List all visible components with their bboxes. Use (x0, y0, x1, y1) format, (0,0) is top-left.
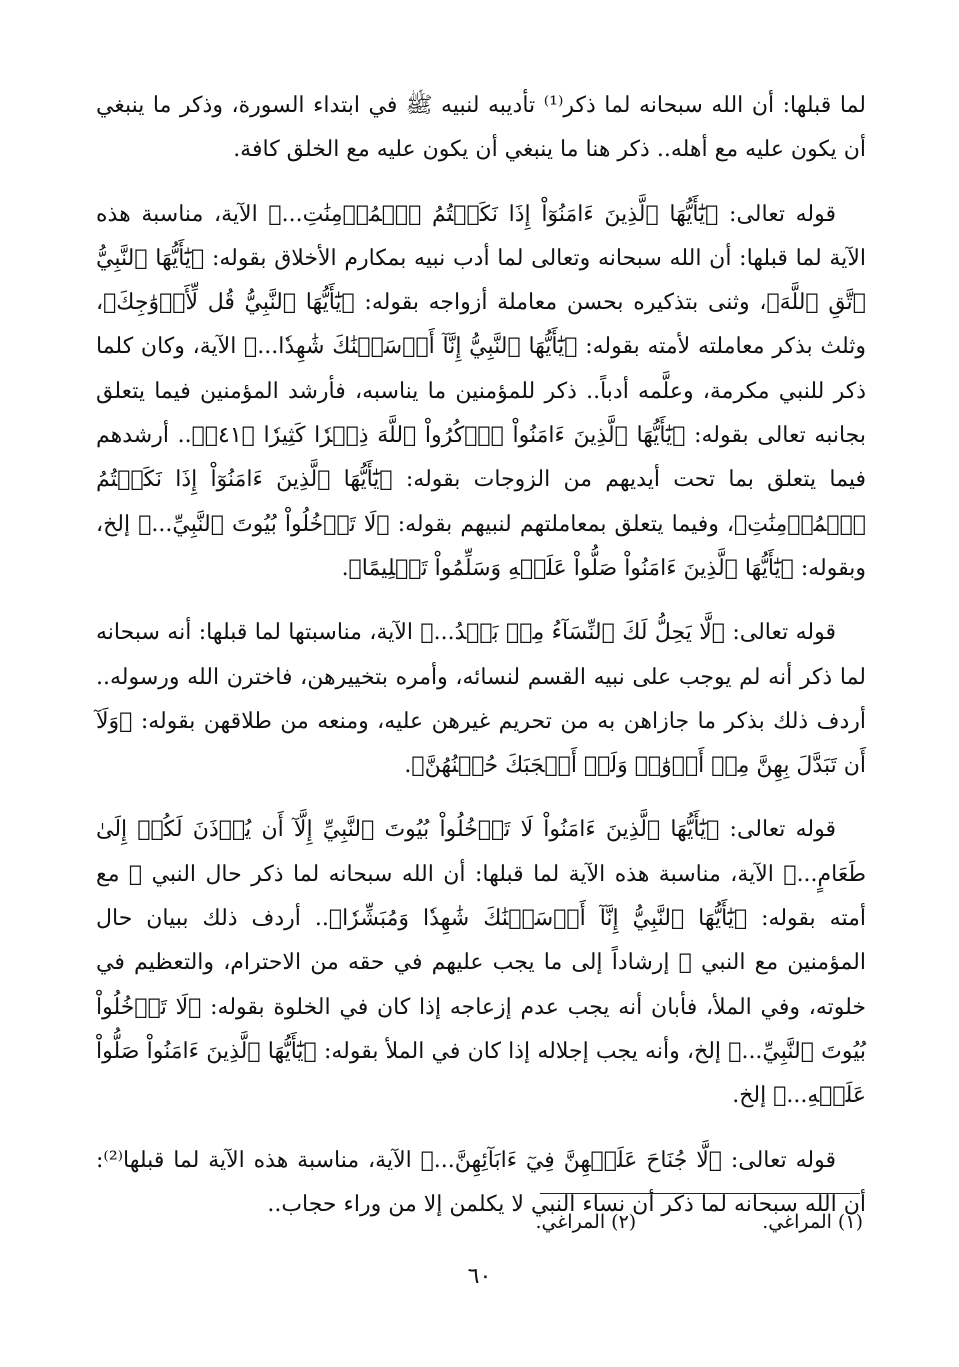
paragraph-5: قوله تعالى: ﴿لَّا جُنَاحَ عَلَيۡهِنَّ فِيٓ ءَابَآئِهِنَّ...﴾ الآية، مناسبة هذه الآية لما قبلها⁽²⁾: أن الله سبحانه لما ذكر أن نساء النبي لا يكلمن إلا من وراء حجاب.. (96, 1147, 866, 1217)
footnote-separator (540, 1193, 860, 1194)
paragraph-4: قوله تعالى: ﴿يَٰٓأَيُّهَا ٱلَّذِينَ ءَامَنُواْ لَا تَدۡخُلُواْ بُيُوتَ ٱلنَّبِيِّ إِلَّآ أَن يُؤۡذَنَ لَكُمۡ إِلَىٰ طَعَامٍ...﴾ الآية، مناسبة هذه الآية لما قبلها: أن الله سبحانه لما ذكر حال النبي ﷺ مع أمته بقوله: ﴿يَٰٓأَيُّهَا ٱلنَّبِيُّ إِنَّآ أَرۡسَلۡنَٰكَ شَٰهِدٗا وَمُبَشِّرٗا﴾.. أردف ذلك ببيان حال المؤمنين مع النبي ﷺ إرشاداً إلى ما يجب عليهم في حقه من الاحترام، والتعظيم في خلوته، وفي الملأ، فأبان أنه يجب عدم إزعاجه إذا كان في الخلوة بقوله: ﴿لَا تَدۡخُلُواْ بُيُوتَ ٱلنَّبِيِّ...﴾ إلخ، وأنه يجب إجلاله إذا كان في الملأ بقوله: ﴿يَٰٓأَيُّهَا ٱلَّذِينَ ءَامَنُواْ صَلُّواْ عَلَيۡهِ...﴾ إلخ. (96, 817, 866, 1109)
body-text (96, 84, 866, 1247)
paragraph-3: قوله تعالى: ﴿لَّا يَحِلُّ لَكَ ٱلنِّسَآءُ مِنۢ بَعۡدُ...﴾ الآية، مناسبتها لما قبلها: أنه سبحانه لما ذكر أنه لم يوجب على نبيه القسم لنسائه، وأمره بتخييرهن، فاخترن الله ورسوله.. أردف ذلك بذكر ما جازاهن به من تحريم غيرهن عليه، ومنعه من طلاقهن بقوله: ﴿وَلَآ أَن تَبَدَّلَ بِهِنَّ مِنۡ أَزۡوَٰجٖ وَلَوۡ أَعۡجَبَكَ حُسۡنُهُنَّ﴾. (96, 620, 866, 779)
paragraph-2: قوله تعالى: ﴿يَٰٓأَيُّهَا ٱلَّذِينَ ءَامَنُوٓاْ إِذَا نَكَحۡتُمُ ٱلۡمُؤۡمِنَٰتِ...﴾ الآية، مناسبة هذه الآية لما قبلها: أن الله سبحانه وتعالى لما أدب نبيه بمكارم الأخلاق بقوله: ﴿يَٰٓأَيُّهَا ٱلنَّبِيُّ ٱتَّقِ ٱللَّهَ﴾، وثنى بتذكيره بحسن معاملة أزواجه بقوله: ﴿يَٰٓأَيُّهَا ٱلنَّبِيُّ قُل لِّأَزۡوَٰجِكَ﴾، وثلث بذكر معاملته لأمته بقوله: ﴿يَٰٓأَيُّهَا ٱلنَّبِيُّ إِنَّآ أَرۡسَلۡنَٰكَ شَٰهِدٗا...﴾ الآية، وكان كلما ذكر للنبي مكرمة، وعلَّمه أدباً.. ذكر للمؤمنين ما يناسبه، فأرشد المؤمنين فيما يتعلق بجانبه تعالى بقوله: ﴿يَٰٓأَيُّهَا ٱلَّذِينَ ءَامَنُواْ ٱذۡكُرُواْ ٱللَّهَ ذِكۡرٗا كَثِيرٗا ﴿٤١﴾﴾.. أرشدهم فيما يتعلق بما تحت أيديهم من الزوجات بقوله: ﴿يَٰٓأَيُّهَا ٱلَّذِينَ ءَامَنُوٓاْ إِذَا نَكَحۡتُمُ ٱلۡمُؤۡمِنَٰتِ﴾، وفيما يتعلق بمعاملتهم لنبيهم بقوله: ﴿لَا تَدۡخُلُواْ بُيُوتَ ٱلنَّبِيِّ...﴾ إلخ، وبقوله: ﴿يَٰٓأَيُّهَا ٱلَّذِينَ ءَامَنُواْ صَلُّواْ عَلَيۡهِ وَسَلِّمُواْ تَسۡلِيمًا﴾. (96, 201, 866, 581)
page-number: ٦٠ (467, 1264, 492, 1289)
footnote-2: (٢) المراغي. (535, 1211, 637, 1233)
paragraph-1: لما قبلها: أن الله سبحانه لما ذكر⁽¹⁾ تأديبه لنبيه ﷺ في ابتداء السورة، وذكر ما ينبغي أن يكون عليه مع أهله.. ذكر هنا ما ينبغي أن يكون عليه مع الخلق كافة. (96, 93, 866, 163)
footnotes (303, 1206, 863, 1238)
footnote-1: (١) المراغي. (762, 1211, 863, 1233)
